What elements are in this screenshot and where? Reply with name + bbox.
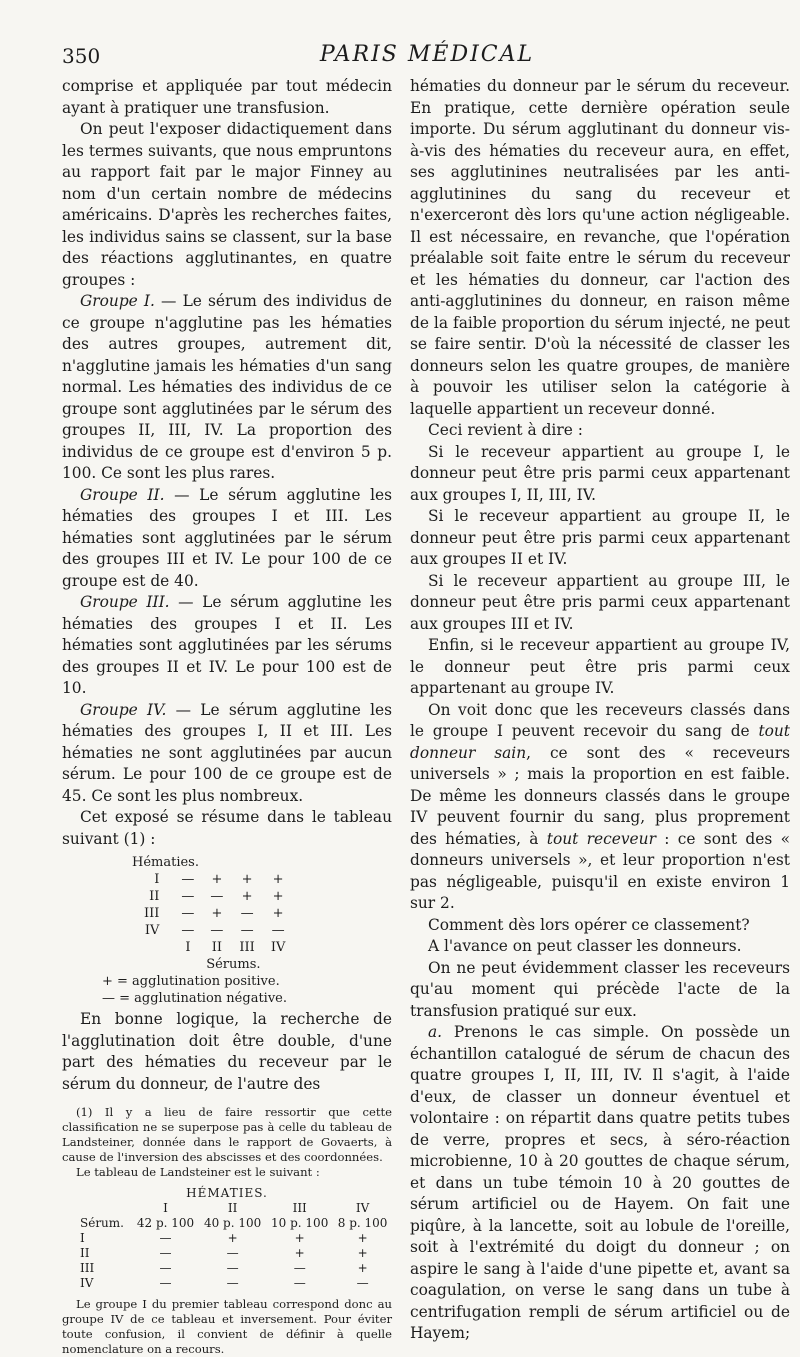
table-legend (102, 973, 392, 1007)
table-row (62, 1231, 392, 1246)
table-row (136, 871, 293, 888)
column-header: I (163, 1201, 168, 1215)
table-row (136, 888, 293, 905)
table-cell: — (226, 1246, 239, 1260)
table-cell: — (181, 906, 195, 921)
emphasis: a. (428, 1023, 443, 1041)
emphasis: tout donneur sain (410, 722, 790, 762)
table-cell: — (293, 1276, 306, 1290)
emphasis: tout receveur (546, 829, 656, 848)
footnote (62, 1105, 392, 1357)
table-cell: + (357, 1261, 368, 1275)
table-cell: — (226, 1261, 239, 1275)
text-run: , ce sont des « receveurs universels » ; mais la proportion en est faible. De même les donneurs classés dans le groupe IV peuvent fournir du sang, plus proprement des hématies, à (410, 743, 790, 848)
paragraph: Si le receveur appartient au groupe II, le donneur peut être pris parmi ceux appartenant aux groupes II et IV. (410, 507, 790, 568)
column-header: II (227, 1201, 238, 1215)
row-label: IV (80, 1276, 94, 1290)
table-bottom-row (136, 956, 293, 973)
landsteiner-grid (62, 1201, 392, 1291)
table-cell: — (159, 1231, 172, 1245)
table-cell: + (241, 872, 253, 887)
legend-negative: — = agglutination négative. (102, 991, 287, 1006)
journal-title: PARIS MÉDICAL (319, 42, 535, 67)
table-cell: + (294, 1231, 305, 1245)
column-header: IV (270, 940, 286, 955)
paragraph: A l'avance on peut classer les donneurs. (428, 937, 742, 955)
group-label: Groupe II. (80, 485, 165, 504)
group-text: — Le sérum agglutine les hématies des groupes I et II. Les hématies sont agglutinées par les sérums des groupes II et IV. Le pour 100 est de 10. (62, 593, 392, 697)
table-cell: + (294, 1246, 305, 1260)
paragraph: On peut l'exposer didactiquement dans les termes suivants, que nous empruntons au rapport fait par le major Finney au nom d'un certain nombre de médecins américains. D'après les recherches faites, les individus sains se classent, sur la base des réactions agglutinantes, en quatre groupes : (62, 120, 392, 289)
group-text: — Le sérum des individus de ce groupe n'agglutine pas les hématies des autres groupes, autrement dit, n'agglutine jamais les hématies d'un sang normal. Les hématies des individus de ce groupe sont agglutinées par le sérum des groupes II, III, IV. La proportion des individus de ce groupe est d'environ 5 p. 100. Ce sont les plus rares. (62, 292, 393, 482)
text-run: On voit donc que les receveurs classés dans le groupe I peuvent recevoir du sang de (410, 700, 790, 740)
row-label: I (80, 1231, 85, 1245)
left-column (62, 76, 392, 1357)
table-cell: — (159, 1246, 172, 1260)
group-paragraph (62, 592, 392, 700)
table-cell: — (181, 923, 195, 938)
group-text: — Le sérum agglutine les hématies des groupes I, II et III. Les hématies ne sont agglutinées par aucun sérum. Le pour 100 de ce groupe est de 45. Ce sont les plus nombreux. (62, 700, 393, 805)
column-header: III (292, 1201, 307, 1215)
column-header: I (185, 940, 191, 955)
paragraph: hématies du donneur par le sérum du receveur. En pratique, cette dernière opération seule importe. Du sérum agglutinant du donneur vis-à-vis des hématies du receveur aura, en effet, ses agglutinines neutralisées par les anti-agglutinines du sang du receveur et n'exerceront dès lors qu'une action négligeable. Il est nécessaire, en revanche, que l'opération préalable soit faite entre le sérum du receveur et les hématies du donneur, car l'action des anti-agglutinines du donneur, en raison même de la faible proportion du sérum injecté, ne peut se faire sentir. D'où la nécessité de classer les donneurs selon les quatre groupes, de manière à pouvoir les utiliser selon la catégorie à laquelle appartient un receveur donné. (410, 77, 790, 418)
page-header (62, 42, 792, 72)
agglutination-grid (136, 871, 293, 973)
table-cell: — (159, 1276, 172, 1290)
table-cell: 10 p. 100 (271, 1216, 329, 1230)
paragraph: Si le receveur appartient au groupe I, le donneur peut être pris parmi ceux appartenant aux groupes I, II, III, IV. (410, 442, 790, 504)
column-header: IV (355, 1201, 370, 1215)
table-cell: + (211, 872, 223, 887)
table-cell: + (272, 872, 284, 887)
paragraph: En bonne logique, la recherche de l'agglutination doit être double, d'une part des hématies du receveur par le sérum du donneur, de l'autre des (62, 1010, 392, 1093)
table-row (136, 922, 293, 939)
row-label: IV (144, 923, 160, 938)
paragraph (410, 700, 790, 915)
row-label: III (144, 906, 160, 921)
table-cell: — (271, 923, 285, 938)
row-label: II (149, 889, 160, 904)
group-paragraph (62, 291, 392, 485)
paragraph: Si le receveur appartient au groupe III, le donneur peut être pris parmi ceux appartenant aux groupes III et IV. (410, 571, 790, 633)
table-cell: — (159, 1261, 172, 1275)
row-header: Sérum. (80, 1216, 124, 1230)
legend-positive: + = agglutination positive. (102, 974, 280, 989)
paragraph: On ne peut évidemment classer les receveurs qu'au moment qui précède l'acte de la transfusion pratiqué sur eux. (410, 958, 790, 1020)
paragraph (410, 1022, 790, 1345)
table-cell: — (210, 889, 224, 904)
table-cell: — (226, 1276, 239, 1290)
group-label: Groupe III. (80, 593, 170, 611)
table-header-row (62, 1201, 392, 1216)
footnote-paragraph: Le tableau de Landsteiner est le suivant : (76, 1165, 320, 1179)
row-label: I (154, 872, 160, 887)
group-text: — Le sérum agglutine les hématies des groupes I et III. Les hématies sont agglutinées par le sérum des groupes III et IV. Le pour 100 de ce groupe est de 40. (62, 485, 393, 590)
table-row (62, 1276, 392, 1291)
table-cell: — (240, 923, 254, 938)
table-cell: 8 p. 100 (337, 1216, 388, 1230)
table-caption: HÉMATIES. (186, 1186, 268, 1200)
paragraph: comprise et appliquée par tout médecin ayant à pratiquer une transfusion. (62, 77, 392, 117)
table-percent-row (62, 1216, 392, 1231)
landsteiner-table (62, 1186, 392, 1291)
table-top-label: Hématies. (132, 855, 199, 870)
group-label: Groupe I. (80, 292, 155, 310)
paragraph: Enfin, si le receveur appartient au groupe IV, le donneur peut être pris parmi ceux appartenant au groupe IV. (410, 636, 790, 697)
footnote-paragraph: Le groupe I du premier tableau correspond donc au groupe IV de ce tableau et inversement. Pour éviter toute confusion, il convient de définir à quelle nomenclature on a recours. (62, 1297, 392, 1356)
table-row (62, 1246, 392, 1261)
group-label: Groupe IV. (80, 700, 167, 719)
table-cell: 42 p. 100 (136, 1216, 195, 1230)
column-header: III (239, 940, 255, 955)
table-cell: + (357, 1246, 368, 1260)
footnote-paragraph: (1) Il y a lieu de faire ressortir que cette classification ne se superpose pas à celle du tableau de Landsteiner, donnée dans le rapport de Govaerts, à cause de l'inversion des abscisses et des coordonnées. (62, 1105, 392, 1164)
table-cell: — (240, 906, 254, 921)
agglutination-table (132, 854, 392, 973)
paragraph: Comment dès lors opérer ce classement? (428, 915, 750, 934)
table-header-row (136, 939, 293, 956)
paragraph: Ceci revient à dire : (428, 421, 583, 439)
page-number: 350 (62, 44, 101, 68)
group-paragraph (62, 700, 392, 808)
table-cell: — (181, 889, 195, 904)
table-row (136, 905, 293, 922)
paragraph: Cet exposé se résume dans le tableau suivant (1) : (62, 808, 392, 848)
table-cell: + (357, 1231, 368, 1245)
table-row (62, 1261, 392, 1276)
table-cell: + (272, 906, 284, 921)
table-cell: + (241, 889, 253, 904)
column-header: II (211, 940, 223, 955)
table-cell: — (356, 1276, 369, 1290)
table-cell: — (181, 872, 195, 887)
table-cell: + (211, 906, 223, 921)
row-label: II (80, 1246, 90, 1260)
text-run: : ce sont des « donneurs universels », et leur proportion n'est pas négligeable, puisqu'il en existe environ 1 sur 2. (410, 829, 790, 912)
table-cell: + (272, 889, 284, 904)
table-bottom-label: Sérums. (206, 957, 261, 972)
table-cell: + (227, 1231, 238, 1245)
right-column (410, 76, 790, 1345)
row-label: III (80, 1261, 95, 1275)
group-paragraph (62, 485, 392, 593)
table-cell: 40 p. 100 (203, 1216, 262, 1230)
text-run: Prenons le cas simple. On possède un échantillon catalogué de sérum de chacun des quatre groupes I, II, III, IV. Il s'agit, à l'aide d'eux, de classer un donneur éventuel et volontaire : on répartit dans quatre petits tubes de verre, propres et secs, à séro-réaction microbienne, 10 à 20 gouttes de chaque sérum, et dans un tube témoin 10 à 20 gouttes de sérum artificiel ou de Hayem. On fait une piqûre, à la lancette, soit au lobule de l'oreille, soit à l'extrémité du doigt du donneur ; on aspire le sang à l'aide d'une pipette et, avant sa coagulation, on verse le sang dans un tube à centrifugation rempli de sérum artificiel ou de Hayem; (410, 1023, 790, 1342)
table-cell: — (210, 923, 224, 938)
table-cell: — (293, 1261, 306, 1275)
